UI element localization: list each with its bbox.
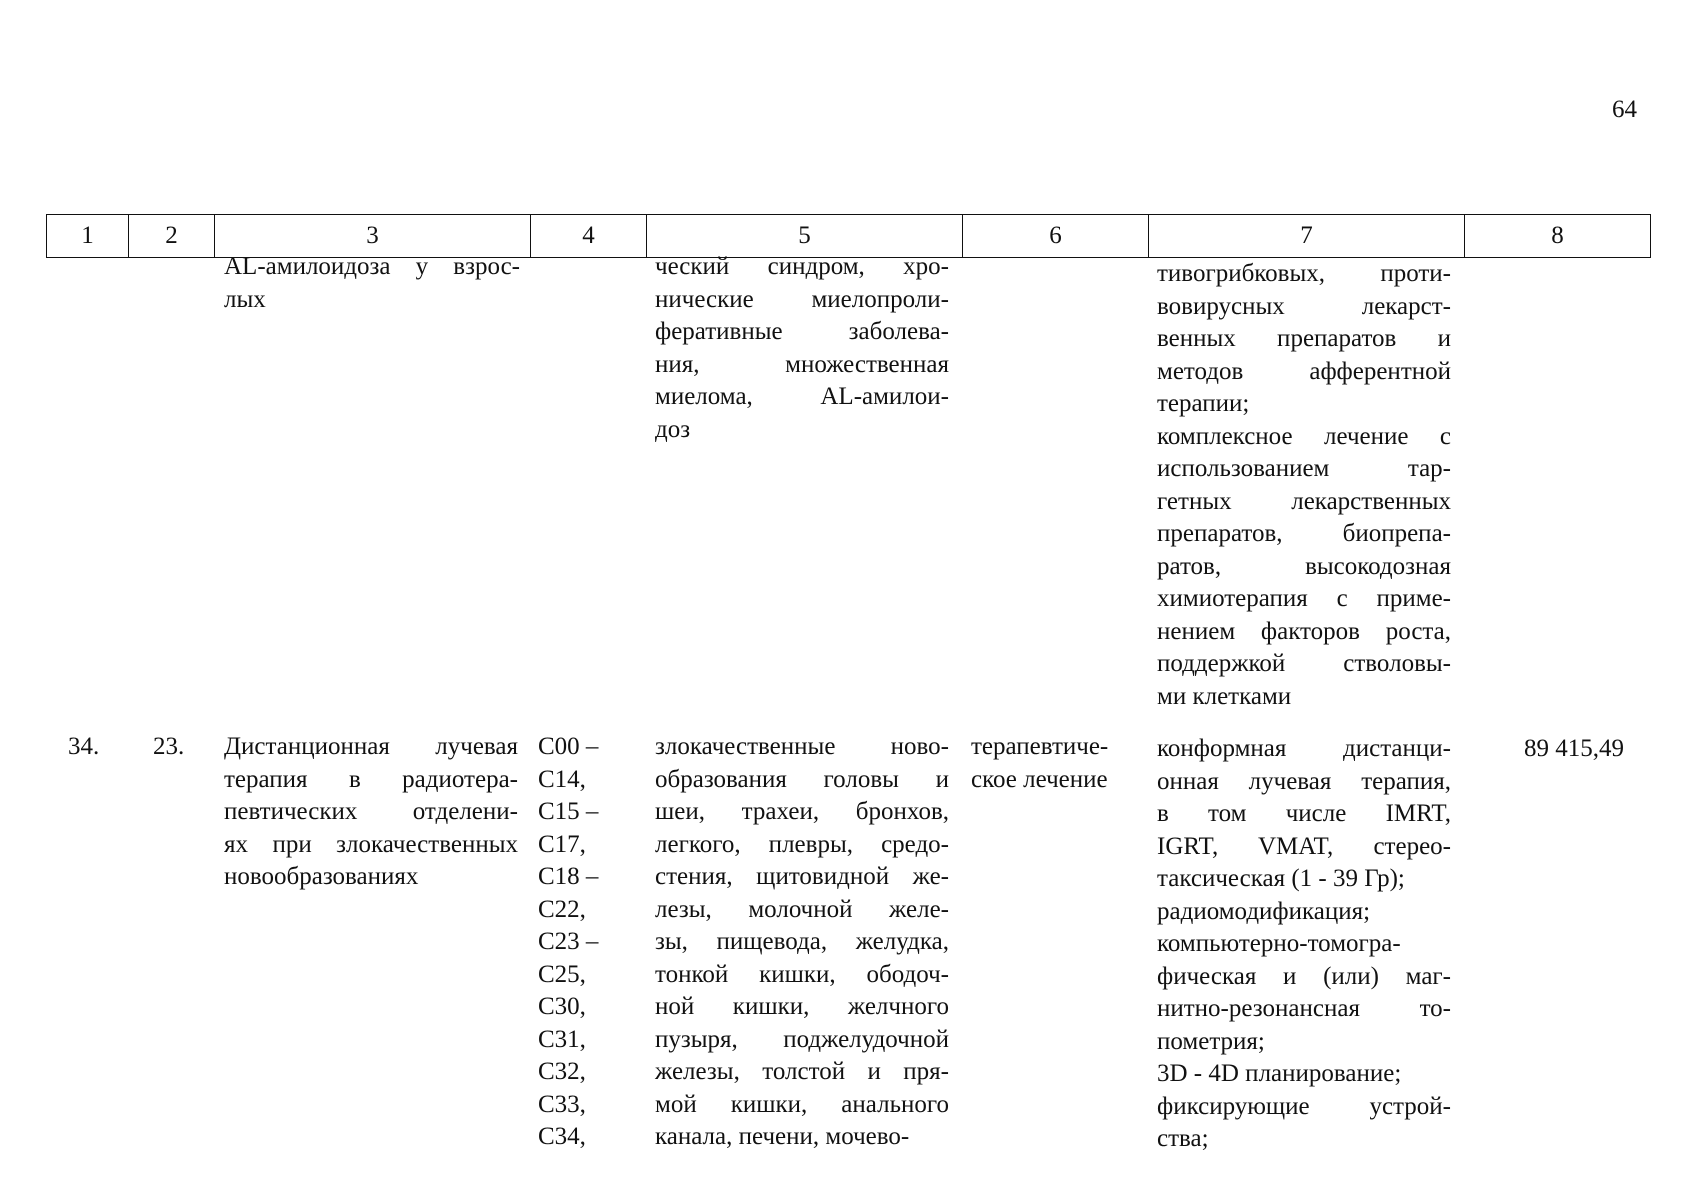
column-header-1: 1: [47, 215, 129, 258]
row34-treatment-method-line: конформная дистанци-: [1157, 735, 1451, 762]
continuation-col7-line: вовирусных лекарст-: [1157, 292, 1451, 320]
row34-treatment-name-line: ях при злокачественных: [224, 830, 518, 858]
column-header-5: 5: [647, 215, 963, 258]
row34-treatment-method-line: 3D - 4D планирование;: [1157, 1060, 1402, 1087]
row34-diagnosis-line: образования головы и: [655, 765, 949, 793]
row34-treatment-method-line: таксическая (1 - 39 Гр);: [1157, 865, 1405, 892]
continuation-col7-line: использованием тар-: [1157, 455, 1451, 482]
row34-treatment-method: [1157, 733, 1451, 1156]
column-header-3: 3: [215, 215, 531, 258]
row34-icd-codes-line: C22,: [538, 895, 586, 923]
row34-icd-codes-line: C33,: [538, 1090, 586, 1118]
row34-diagnosis-line: стения, щитовидной же-: [655, 863, 949, 890]
row34-patient-model: [971, 731, 1141, 796]
continuation-col7-line: методов афферентной: [1157, 357, 1451, 385]
continuation-col5: [655, 251, 949, 446]
row34-diagnosis-line: ной кишки, желчного: [655, 993, 949, 1020]
row34-diagnosis-line: пузыря, поджелудочной: [655, 1025, 949, 1053]
continuation-col7-line: поддержкой стволовы-: [1157, 650, 1451, 677]
page-number: 64: [1612, 96, 1637, 123]
row34-treatment-method-line: компьютерно-томогра-: [1157, 930, 1401, 957]
row34-diagnosis-line: тонкой кишки, ободоч-: [655, 960, 949, 988]
row34-icd-codes-line: C25,: [538, 960, 586, 988]
continuation-col7-line: ми клетками: [1157, 682, 1292, 710]
column-header-8: 8: [1465, 215, 1651, 258]
row34-patient-model-line: терапевтиче-: [971, 733, 1109, 760]
row34-diagnosis-line: мой кишки, анального: [655, 1090, 949, 1118]
continuation-col7-line: ратов, высокодозная: [1157, 552, 1451, 580]
row34-treatment-method-line: пометрия;: [1157, 1027, 1265, 1055]
row34-treatment-method-line: ства;: [1157, 1125, 1209, 1152]
continuation-col5-line: феративные заболева-: [655, 318, 949, 345]
row34-number: 34.: [68, 733, 100, 760]
continuation-col3-line: лых: [224, 285, 266, 313]
continuation-col5-line: доз: [655, 415, 691, 443]
row34-treatment-name: [224, 731, 518, 894]
column-header-7: 7: [1149, 215, 1465, 258]
row34-patient-model-line: ское лечение: [971, 765, 1108, 793]
row34-diagnosis-line: легкого, плевры, средо-: [655, 830, 949, 858]
row34-diagnosis-line: зы, пищевода, желудка,: [655, 928, 949, 955]
row34-treatment-method-line: фическая и (или) маг-: [1157, 962, 1451, 990]
row34-icd-codes-line: C34,: [538, 1123, 586, 1150]
continuation-col7-line: комплексное лечение с: [1157, 422, 1451, 450]
continuation-col7-line: гетных лекарственных: [1157, 487, 1451, 515]
continuation-col3-line: AL-амилоидоза у взрос-: [224, 253, 520, 280]
continuation-col7-line: терапии;: [1157, 390, 1250, 417]
continuation-col3: [224, 251, 520, 316]
row34-diagnosis-line: канала, печени, мочево-: [655, 1123, 910, 1150]
row34-treatment-method-line: радиомодификация;: [1157, 897, 1371, 925]
continuation-col7-line: химиотерапия с приме-: [1157, 585, 1451, 612]
row34-diagnosis-line: злокачественные ново-: [655, 733, 949, 760]
continuation-col7-line: венных препаратов и: [1157, 325, 1451, 352]
continuation-col5-line: нические миелопроли-: [655, 285, 949, 313]
row34-diagnosis-line: железы, толстой и пря-: [655, 1058, 949, 1085]
row34-treatment-name-line: певтических отделени-: [224, 798, 518, 825]
row34-icd-codes-line: C32,: [538, 1058, 586, 1085]
column-header-4: 4: [531, 215, 647, 258]
continuation-col7: [1157, 258, 1451, 713]
row34-diagnosis-line: шеи, трахеи, бронхов,: [655, 798, 949, 825]
row34-icd-codes-line: C15 –: [538, 798, 599, 825]
row34-treatment-method-line: онная лучевая терапия,: [1157, 767, 1451, 795]
row34-icd-codes-line: C14,: [538, 765, 586, 793]
continuation-col5-line: ния, множественная: [655, 350, 949, 378]
row34-icd-codes-line: C17,: [538, 830, 586, 858]
row34-treatment-name-line: новообразованиях: [224, 863, 419, 890]
continuation-col7-line: препаратов, биопрепа-: [1157, 520, 1451, 547]
row34-icd-codes-line: C30,: [538, 993, 586, 1020]
row34-treatment-method-line: IGRT, VMAT, стерео-: [1157, 832, 1451, 860]
row34-diagnosis: [655, 731, 949, 1154]
row34-cost: 89 415,49: [1524, 735, 1624, 762]
row34-icd-codes-line: C00 –: [538, 733, 599, 760]
column-header-6: 6: [963, 215, 1149, 258]
row34-treatment-name-line: Дистанционная лучевая: [224, 733, 518, 760]
continuation-col7-line: тивогрибковых, проти-: [1157, 260, 1451, 287]
row34-icd-codes-line: C23 –: [538, 928, 599, 955]
continuation-col5-line: миелома, AL-амилои-: [655, 383, 949, 410]
continuation-col5-line: ческий синдром, хро-: [655, 253, 949, 280]
row34-icd-codes-line: C18 –: [538, 863, 599, 890]
row34-treatment-name-line: терапия в радиотера-: [224, 765, 518, 793]
row34-diagnosis-line: лезы, молочной желе-: [655, 895, 949, 923]
continuation-col7-line: нением факторов роста,: [1157, 617, 1451, 645]
row34-group-number: 23.: [153, 733, 185, 760]
row34-treatment-method-line: фиксирующие устрой-: [1157, 1092, 1451, 1120]
column-header-2: 2: [129, 215, 215, 258]
row34-treatment-method-line: нитно-резонансная то-: [1157, 995, 1451, 1022]
row34-icd-codes: [538, 731, 624, 1154]
row34-icd-codes-line: C31,: [538, 1025, 586, 1053]
row34-treatment-method-line: в том числе IMRT,: [1157, 800, 1451, 827]
